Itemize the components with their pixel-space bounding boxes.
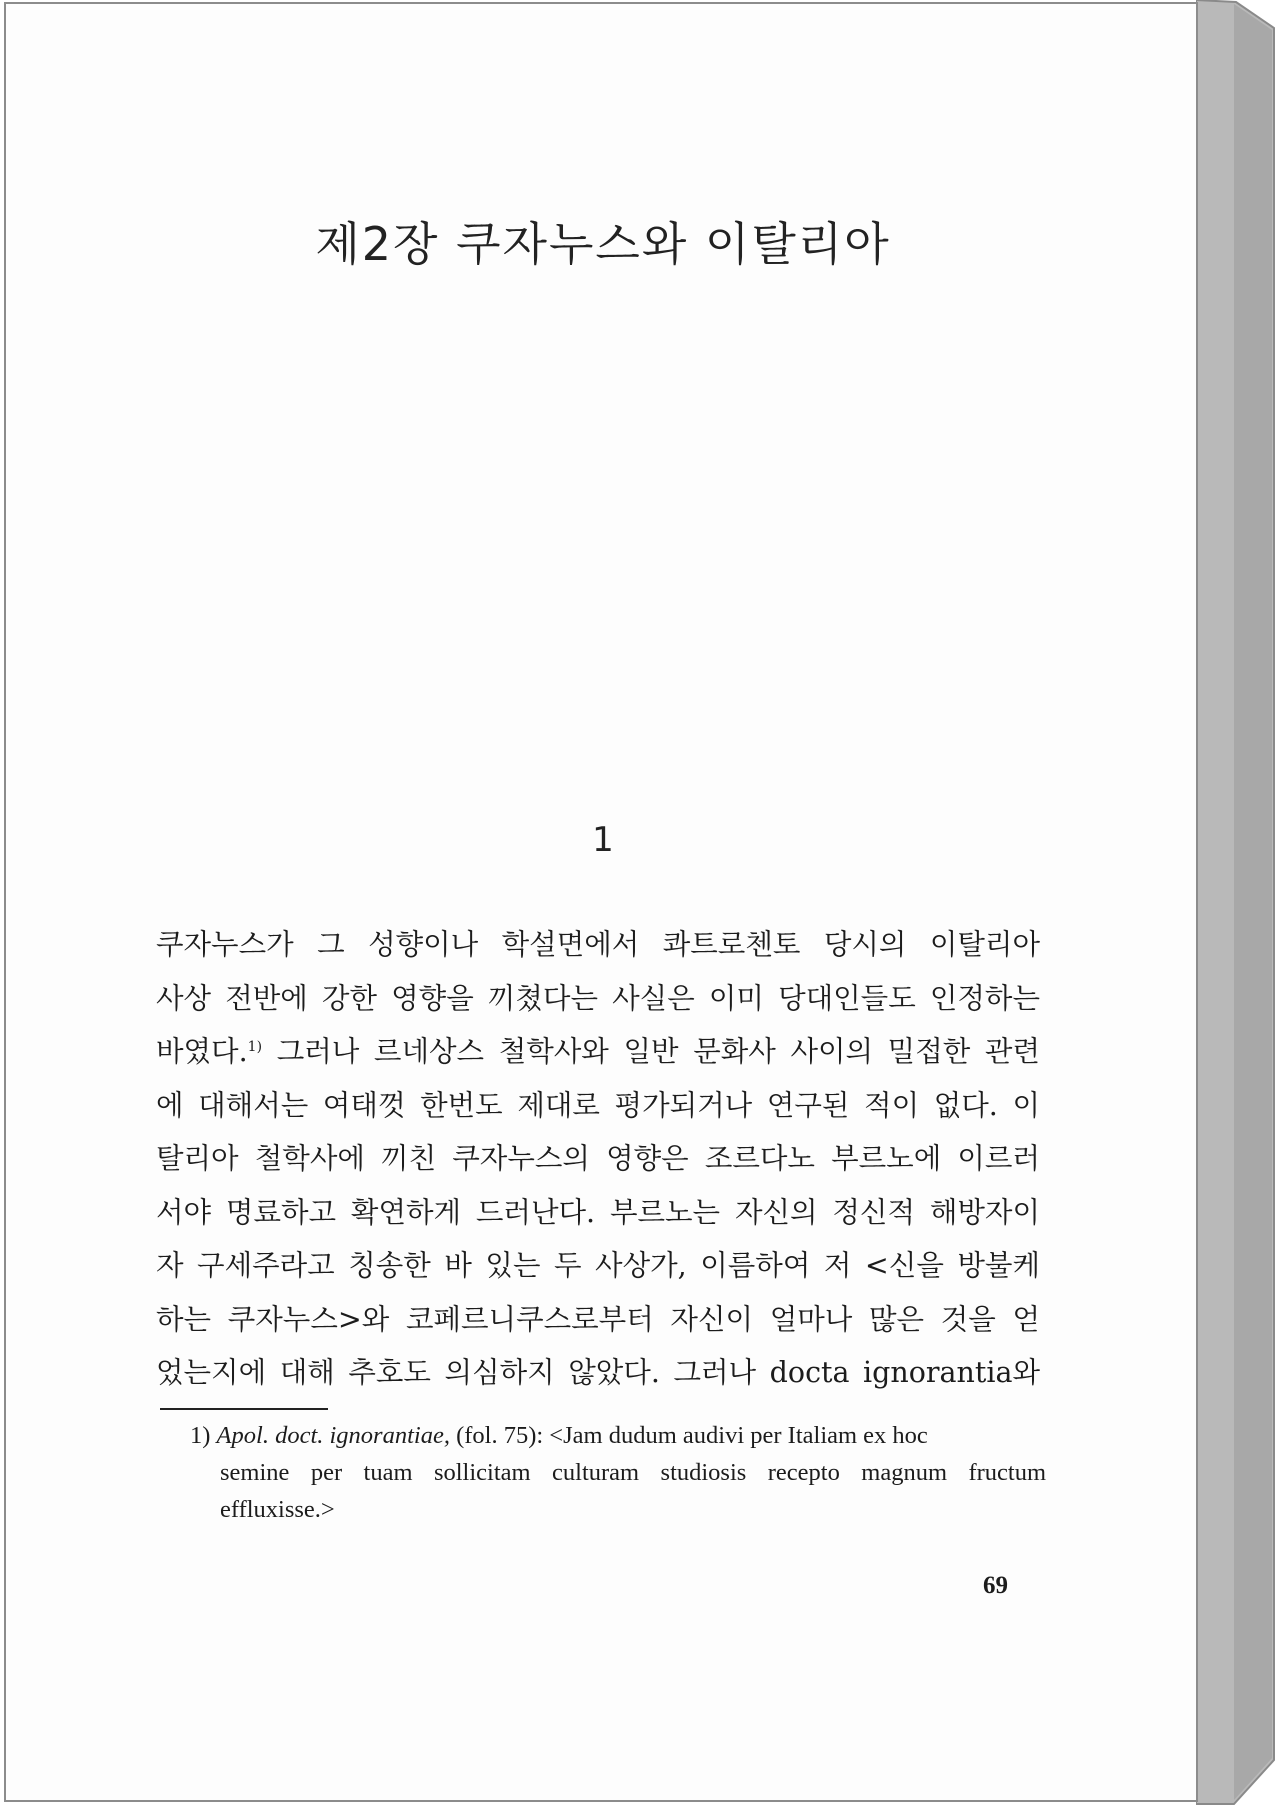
footnote-marker: 1)	[190, 1422, 211, 1449]
body-text	[156, 918, 1040, 1400]
body-line: 하는 쿠자누스>와 코페르니쿠스로부터 자신이 얼마나 많은 것을 얻	[156, 1302, 1040, 1336]
body-line: 었는지에 대해 추호도 의심하지 않았다. 그러나 docta ignorantia와	[156, 1356, 1040, 1389]
footnote-divider	[160, 1408, 328, 1410]
footnote-line	[190, 1417, 1046, 1454]
footnote-reference: 1)	[247, 1039, 263, 1055]
book-page-edge	[1196, 0, 1275, 1806]
body-line: 에 대해서는 여태껏 한번도 제대로 평가되거나 연구된 적이 없다. 이	[156, 1088, 1040, 1122]
body-line: 사상 전반에 강한 영향을 끼쳤다는 사실은 이미 당대인들도 인정하는	[156, 981, 1040, 1015]
body-line-end: 그러나 르네상스 철학사와 일반 문화사 사이의 밀접한 관련	[276, 1035, 1040, 1068]
page-number: 69	[983, 1572, 1008, 1599]
footnote-citation: Apol. doct. ignorantiae,	[216, 1422, 450, 1449]
footnote-text: (fol. 75): <Jam dudum audivi per Italiam ex hoc	[456, 1422, 928, 1449]
body-line: 쿠자누스가 그 성향이나 학설면에서 콰트로첸토 당시의 이탈리아	[156, 928, 1040, 961]
body-line-with-footnote	[156, 1025, 1040, 1079]
body-line-start: 바였다.	[156, 1035, 248, 1068]
footnote-line: semine per tuam sollicitam culturam studiosis recepto magnum fructum	[220, 1459, 1046, 1486]
section-number: 1	[592, 820, 614, 860]
footnote	[190, 1417, 1046, 1528]
chapter-title: 제2장 쿠자누스와 이탈리아	[315, 217, 891, 271]
body-line: 탈리아 철학사에 끼친 쿠자누스의 영향은 조르다노 부르노에 이르러	[156, 1142, 1040, 1175]
book-page	[4, 2, 1198, 1802]
footnote-line: effluxisse.>	[220, 1496, 335, 1523]
body-line: 서야 명료하고 확연하게 드러난다. 부르노는 자신의 정신적 해방자이	[156, 1195, 1040, 1229]
body-line: 자 구세주라고 칭송한 바 있는 두 사상가, 이름하여 저 <신을 방불케	[156, 1249, 1040, 1282]
